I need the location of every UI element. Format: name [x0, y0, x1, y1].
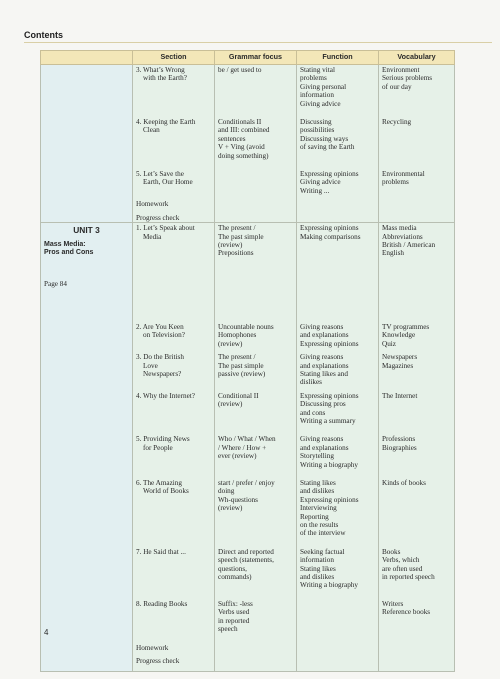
empty-cell — [379, 199, 455, 208]
empty-cell — [297, 643, 379, 652]
vocabulary-cell-line: British / American — [382, 240, 436, 249]
unit-cell — [41, 643, 133, 652]
spacer-cell — [379, 538, 455, 547]
function-cell-line: Writing a biography — [300, 460, 358, 469]
spacer-cell — [297, 590, 379, 599]
grammar-cell-line: be / get used to — [218, 66, 262, 74]
table-row — [41, 117, 455, 160]
grammar-cell-line: questions, — [218, 564, 247, 573]
grammar-cell — [215, 223, 297, 288]
section-cell — [133, 434, 215, 469]
table-row — [41, 169, 455, 195]
spacer-cell — [297, 634, 379, 643]
section-cell — [133, 352, 215, 387]
vocabulary-cell — [379, 352, 455, 387]
function-cell-line: and explanations — [300, 331, 349, 340]
function-cell-line: on the results — [300, 521, 339, 530]
vocabulary-cell-line: The Internet — [382, 391, 418, 400]
grammar-cell — [215, 322, 297, 348]
grammar-cell-line: The past simple — [218, 232, 264, 241]
header-section: Section — [133, 51, 215, 65]
spacer-cell — [41, 288, 133, 322]
section-cell-line: 2. Are You Keen — [136, 322, 184, 331]
row-spacer — [41, 288, 455, 322]
unit-cell — [41, 199, 133, 208]
section-cell — [133, 656, 215, 672]
function-cell — [297, 434, 379, 469]
spacer-cell — [215, 634, 297, 643]
vocabulary-cell — [379, 391, 455, 426]
vocabulary-cell — [379, 478, 455, 538]
spacer-cell — [379, 634, 455, 643]
grammar-cell-line: Direct and reported — [218, 547, 274, 556]
vocabulary-cell-line: English — [382, 249, 404, 258]
section-cell-line: with the Earth? — [143, 74, 187, 83]
vocabulary-cell-line: Quiz — [382, 339, 396, 348]
header-vocabulary: Vocabulary — [379, 51, 455, 65]
table-row — [41, 352, 455, 387]
grammar-cell-line: Wh-questions — [218, 495, 258, 504]
spacer-cell — [41, 425, 133, 434]
vocabulary-cell-line: TV programmes — [382, 322, 430, 331]
spacer-cell — [215, 425, 297, 434]
function-cell-line: of saving the Earth — [300, 143, 355, 152]
spacer-cell — [41, 590, 133, 599]
grammar-cell — [215, 391, 297, 426]
row-spacer — [41, 160, 455, 169]
row-spacer — [41, 590, 455, 599]
unit-title: UNIT 3 — [73, 225, 100, 236]
unit-cell — [41, 65, 133, 109]
spacer-cell — [133, 288, 215, 322]
section-cell — [133, 169, 215, 195]
grammar-cell — [215, 65, 297, 109]
function-cell-line: and dislikes — [300, 573, 335, 582]
unit-subtitle: Pros and Cons — [44, 249, 94, 256]
row-spacer — [41, 469, 455, 478]
grammar-cell-line: commands) — [218, 573, 252, 582]
function-cell-line: Writing a biography — [300, 581, 358, 590]
spacer-cell — [379, 108, 455, 117]
spacer-cell — [215, 288, 297, 322]
empty-cell — [215, 656, 297, 672]
vocabulary-cell-line: Newspapers — [382, 353, 418, 362]
grammar-cell-line: passive (review) — [218, 369, 266, 378]
grammar-cell — [215, 169, 297, 195]
vocabulary-cell — [379, 322, 455, 348]
vocabulary-cell-line: Mass media — [382, 224, 417, 233]
unit-cell — [41, 117, 133, 160]
section-cell-line: 5. Let’s Save the — [136, 170, 184, 179]
spacer-cell — [133, 160, 215, 169]
unit-cell — [41, 169, 133, 195]
unit-cell — [41, 391, 133, 426]
spacer-cell — [133, 538, 215, 547]
grammar-cell-line: V + Ving (avoid — [218, 143, 265, 152]
spacer-cell — [297, 288, 379, 322]
grammar-cell-line: speech — [218, 625, 238, 634]
unit-cell — [41, 478, 133, 538]
unit-cell — [41, 547, 133, 590]
grammar-cell-line: start / prefer / enjoy — [218, 479, 275, 487]
spacer-cell — [215, 538, 297, 547]
function-cell-line: and explanations — [300, 443, 349, 452]
unit-subtitle: Mass Media: — [44, 240, 86, 248]
section-cell — [133, 478, 215, 538]
grammar-cell-line: (review) — [218, 400, 243, 409]
function-cell-line: Stating vital — [300, 66, 335, 74]
vocabulary-cell-line: Knowledge — [382, 331, 416, 340]
spacer-cell — [379, 288, 455, 322]
spacer-cell — [41, 108, 133, 117]
table-row — [41, 322, 455, 348]
section-cell-line: 3. What’s Wrong — [136, 66, 185, 74]
section-cell-line: 5. Providing News — [136, 435, 190, 444]
grammar-cell-line: Suffix: -less — [218, 599, 253, 608]
function-cell — [297, 117, 379, 160]
vocabulary-cell — [379, 65, 455, 109]
function-cell-line: problems — [300, 74, 327, 83]
grammar-cell — [215, 352, 297, 387]
section-cell-line: Clean — [143, 126, 160, 135]
vocabulary-cell-line: Verbs, which — [382, 556, 420, 565]
header-grammar-focus: Grammar focus — [215, 51, 297, 65]
grammar-cell-line: Homophones — [218, 331, 257, 340]
function-cell — [297, 223, 379, 288]
table-row — [41, 478, 455, 538]
function-cell-line: Seeking factual — [300, 547, 345, 556]
section-cell-line: Newspapers? — [143, 369, 182, 378]
page-number: 4 — [44, 628, 49, 637]
function-cell-line: Discussing ways — [300, 134, 349, 143]
empty-cell — [379, 213, 455, 223]
unit-page-reference: Page 84 — [44, 279, 67, 288]
function-cell-line: possibilities — [300, 126, 335, 135]
unit-cell — [41, 322, 133, 348]
empty-cell — [379, 656, 455, 672]
section-cell-line: Earth, Our Home — [143, 178, 193, 187]
unit-cell — [41, 434, 133, 469]
grammar-cell-line: doing — [218, 487, 235, 496]
spacer-cell — [297, 425, 379, 434]
spacer-cell — [379, 160, 455, 169]
function-cell — [297, 478, 379, 538]
vocabulary-cell-line: Biographies — [382, 443, 417, 452]
spacer-cell — [215, 469, 297, 478]
function-cell-line: of the interview — [300, 529, 346, 538]
section-cell — [133, 599, 215, 634]
spacer-cell — [379, 469, 455, 478]
function-cell — [297, 391, 379, 426]
table-row — [41, 643, 455, 652]
function-cell-line: Expressing opinions — [300, 339, 359, 348]
function-cell-line: Giving personal — [300, 82, 347, 91]
grammar-cell-line: The past simple — [218, 361, 264, 370]
spacer-cell — [133, 634, 215, 643]
spacer-cell — [41, 634, 133, 643]
vocabulary-cell-line: problems — [382, 178, 409, 187]
grammar-cell-line: (review) — [218, 504, 243, 513]
grammar-cell-line: (review) — [218, 240, 243, 249]
unit-cell — [41, 656, 133, 672]
row-spacer — [41, 634, 455, 643]
row-spacer — [41, 108, 455, 117]
function-cell-line: Giving advice — [300, 99, 341, 108]
table-row — [41, 391, 455, 426]
function-cell-line: Expressing opinions — [300, 495, 359, 504]
grammar-cell-line: speech (statements, — [218, 556, 274, 565]
contents-table — [40, 50, 455, 672]
table-row — [41, 213, 455, 223]
function-cell — [297, 65, 379, 109]
function-cell-line: Storytelling — [300, 452, 334, 461]
vocabulary-cell-line: Reference books — [382, 608, 431, 617]
unit-cell — [41, 599, 133, 634]
function-cell-line: Stating likes — [300, 564, 336, 573]
empty-cell — [297, 656, 379, 672]
function-cell-line: Writing ... — [300, 186, 330, 195]
grammar-cell — [215, 599, 297, 634]
function-cell-line: and dislikes — [300, 487, 335, 496]
vocabulary-cell-line: Abbreviations — [382, 232, 423, 241]
function-cell-line: Giving reasons — [300, 353, 344, 362]
function-cell-line: Giving reasons — [300, 322, 344, 331]
grammar-cell-line: (review) — [218, 339, 243, 348]
empty-cell — [215, 643, 297, 652]
grammar-cell-line: doing something) — [218, 151, 269, 160]
vocabulary-cell-line: Recycling — [382, 118, 412, 127]
section-cell — [133, 223, 215, 288]
vocabulary-cell-line: Environmental — [382, 170, 425, 179]
table-row — [41, 599, 455, 634]
grammar-cell — [215, 117, 297, 160]
heading-divider — [24, 42, 492, 43]
spacer-cell — [215, 160, 297, 169]
table-row — [41, 656, 455, 672]
grammar-cell-line: Who / What / When — [218, 435, 276, 444]
vocabulary-cell — [379, 599, 455, 634]
section-cell — [133, 322, 215, 348]
grammar-cell — [215, 434, 297, 469]
grammar-cell-line: Conditionals II — [218, 118, 262, 127]
section-cell — [133, 199, 215, 208]
section-footer-label: Homework — [136, 200, 169, 209]
section-cell-line: 7. He Said that ... — [136, 547, 186, 556]
function-cell-line: information — [300, 91, 334, 100]
function-cell — [297, 599, 379, 634]
grammar-cell — [215, 547, 297, 590]
function-cell-line: Giving advice — [300, 178, 341, 187]
function-cell-line: and cons — [300, 408, 326, 417]
unit-cell — [41, 352, 133, 387]
table-row — [41, 199, 455, 208]
section-cell-line: World of Books — [143, 487, 189, 496]
function-cell — [297, 352, 379, 387]
spacer-cell — [297, 160, 379, 169]
function-cell-line: Expressing opinions — [300, 391, 359, 400]
spacer-cell — [41, 469, 133, 478]
spacer-cell — [133, 590, 215, 599]
row-spacer — [41, 425, 455, 434]
section-cell-line: on Television? — [143, 331, 185, 340]
spacer-cell — [297, 538, 379, 547]
spacer-cell — [297, 108, 379, 117]
section-footer-label: Progress check — [136, 656, 180, 665]
table-row — [41, 65, 455, 109]
spacer-cell — [41, 538, 133, 547]
function-cell-line: information — [300, 556, 334, 565]
section-cell-line: for People — [143, 443, 173, 452]
function-cell-line: Discussing — [300, 118, 332, 127]
function-cell-line: Making comparisons — [300, 232, 361, 241]
vocabulary-cell — [379, 117, 455, 160]
vocabulary-cell-line: Magazines — [382, 361, 414, 370]
function-cell-line: Interviewing — [300, 504, 337, 513]
table-row — [41, 547, 455, 590]
vocabulary-cell-line: Writers — [382, 599, 404, 608]
section-cell-line: 1. Let’s Speak about — [136, 224, 195, 233]
vocabulary-cell — [379, 169, 455, 195]
page-heading: Contents — [24, 30, 63, 40]
section-footer-label: Progress check — [136, 213, 180, 222]
function-cell-line: Stating likes and — [300, 369, 348, 378]
section-cell-line: Media — [143, 232, 162, 241]
spacer-cell — [215, 590, 297, 599]
empty-cell — [215, 199, 297, 208]
empty-cell — [297, 213, 379, 223]
vocabulary-cell-line: Books — [382, 547, 401, 556]
grammar-cell-line: ever (review) — [218, 452, 257, 461]
vocabulary-cell-line: Environment — [382, 66, 420, 74]
vocabulary-cell-line: Professions — [382, 435, 416, 444]
grammar-cell-line: The present / — [218, 353, 256, 362]
grammar-cell-line: Conditional II — [218, 391, 259, 400]
grammar-cell — [215, 478, 297, 538]
spacer-cell — [379, 425, 455, 434]
spacer-cell — [215, 108, 297, 117]
vocabulary-cell-line: are often used — [382, 564, 423, 573]
function-cell-line: and explanations — [300, 361, 349, 370]
grammar-cell-line: sentences — [218, 134, 246, 143]
grammar-cell-line: The present / — [218, 224, 256, 233]
function-cell-line: Writing a summary — [300, 416, 356, 425]
section-cell-line: 3. Do the British — [136, 353, 184, 362]
unit-cell — [41, 213, 133, 223]
section-cell — [133, 547, 215, 590]
unit-3-cell — [41, 223, 133, 288]
function-cell — [297, 322, 379, 348]
function-cell — [297, 169, 379, 195]
row-spacer — [41, 538, 455, 547]
section-cell-line: 4. Why the Internet? — [136, 391, 195, 400]
vocabulary-cell-line: of our day — [382, 82, 412, 91]
grammar-cell-line: Uncountable nouns — [218, 322, 274, 331]
function-cell — [297, 547, 379, 590]
spacer-cell — [297, 469, 379, 478]
function-cell-line: Reporting — [300, 512, 329, 521]
vocabulary-cell — [379, 223, 455, 288]
function-cell-line: Discussing pros — [300, 400, 346, 409]
vocabulary-cell-line: in reported speech — [382, 573, 435, 582]
grammar-cell-line: and III: combined — [218, 126, 270, 135]
spacer-cell — [133, 108, 215, 117]
vocabulary-cell — [379, 547, 455, 590]
section-cell — [133, 213, 215, 223]
grammar-cell-line: Prepositions — [218, 249, 254, 258]
empty-cell — [379, 643, 455, 652]
spacer-cell — [41, 160, 133, 169]
vocabulary-cell-line: Kinds of books — [382, 479, 426, 487]
section-cell — [133, 391, 215, 426]
grammar-cell-line: Verbs used — [218, 608, 250, 617]
function-cell-line: Expressing opinions — [300, 170, 359, 179]
grammar-cell-line: / Where / How + — [218, 443, 267, 452]
table-row — [41, 223, 455, 288]
section-cell — [133, 643, 215, 652]
section-cell-line: 8. Reading Books — [136, 599, 188, 608]
section-cell-line: 4. Keeping the Earth — [136, 118, 196, 127]
header-function: Function — [297, 51, 379, 65]
header-unit — [41, 51, 133, 65]
vocabulary-cell — [379, 434, 455, 469]
spacer-cell — [379, 590, 455, 599]
section-cell — [133, 117, 215, 160]
empty-cell — [297, 199, 379, 208]
vocabulary-cell-line: Serious problems — [382, 74, 433, 83]
section-cell-line: 6. The Amazing — [136, 479, 182, 487]
section-cell-line: Love — [143, 361, 158, 370]
table-row — [41, 434, 455, 469]
spacer-cell — [133, 425, 215, 434]
empty-cell — [215, 213, 297, 223]
section-cell — [133, 65, 215, 109]
grammar-cell-line: in reported — [218, 616, 250, 625]
function-cell-line: Giving reasons — [300, 435, 344, 444]
table-header-row — [41, 51, 455, 65]
function-cell-line: Stating likes — [300, 479, 336, 487]
function-cell-line: dislikes — [300, 378, 322, 387]
section-footer-label: Homework — [136, 643, 169, 652]
spacer-cell — [133, 469, 215, 478]
function-cell-line: Expressing opinions — [300, 224, 359, 233]
